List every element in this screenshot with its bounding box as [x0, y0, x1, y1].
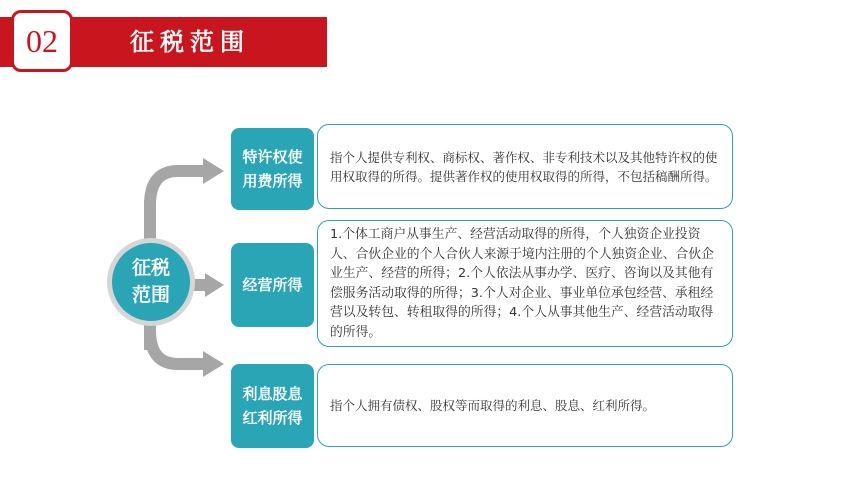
section-title: 征税范围: [130, 28, 250, 56]
item-desc-business: 1.个体工商户从事生产、经营活动取得的所得，个人独资企业投资人、合伙企业的个人合伙人来源于境内注册的个人独资企业、合伙企业生产、经营的所得；2.个人依法从事办学、医疗、咨询以及其他有偿服务活动取得的所得；3.个人对企业、事业单位承包经营、承租经营以及转包、转租取得的所得；4.个人从事其他生产、经营活动取得的所得。: [317, 220, 733, 347]
arrow-top: [150, 171, 205, 205]
item-desc-interest: 指个人拥有债权、股权等而取得的利息、股息、红利所得。: [317, 364, 733, 447]
arrow-top-head: [203, 158, 224, 184]
arrow-bottom-head: [203, 351, 224, 377]
arrow-middle-head: [205, 273, 224, 297]
center-node: [107, 238, 195, 326]
section-number: 02: [11, 10, 73, 72]
item-label-business: 经营所得: [231, 243, 314, 327]
center-node-label: 征税范围: [131, 257, 170, 306]
item-desc-royalty: 指个人提供专利权、商标权、著作权、非专利技术以及其他特许权的使用权取得的所得。提供著作权的使用权取得的所得，不包括稿酬所得。: [317, 124, 733, 209]
item-label-interest: 利息股息红利所得: [231, 364, 314, 448]
arrow-bottom: [150, 330, 205, 364]
item-label-royalty: 特许权使用费所得: [231, 128, 314, 210]
